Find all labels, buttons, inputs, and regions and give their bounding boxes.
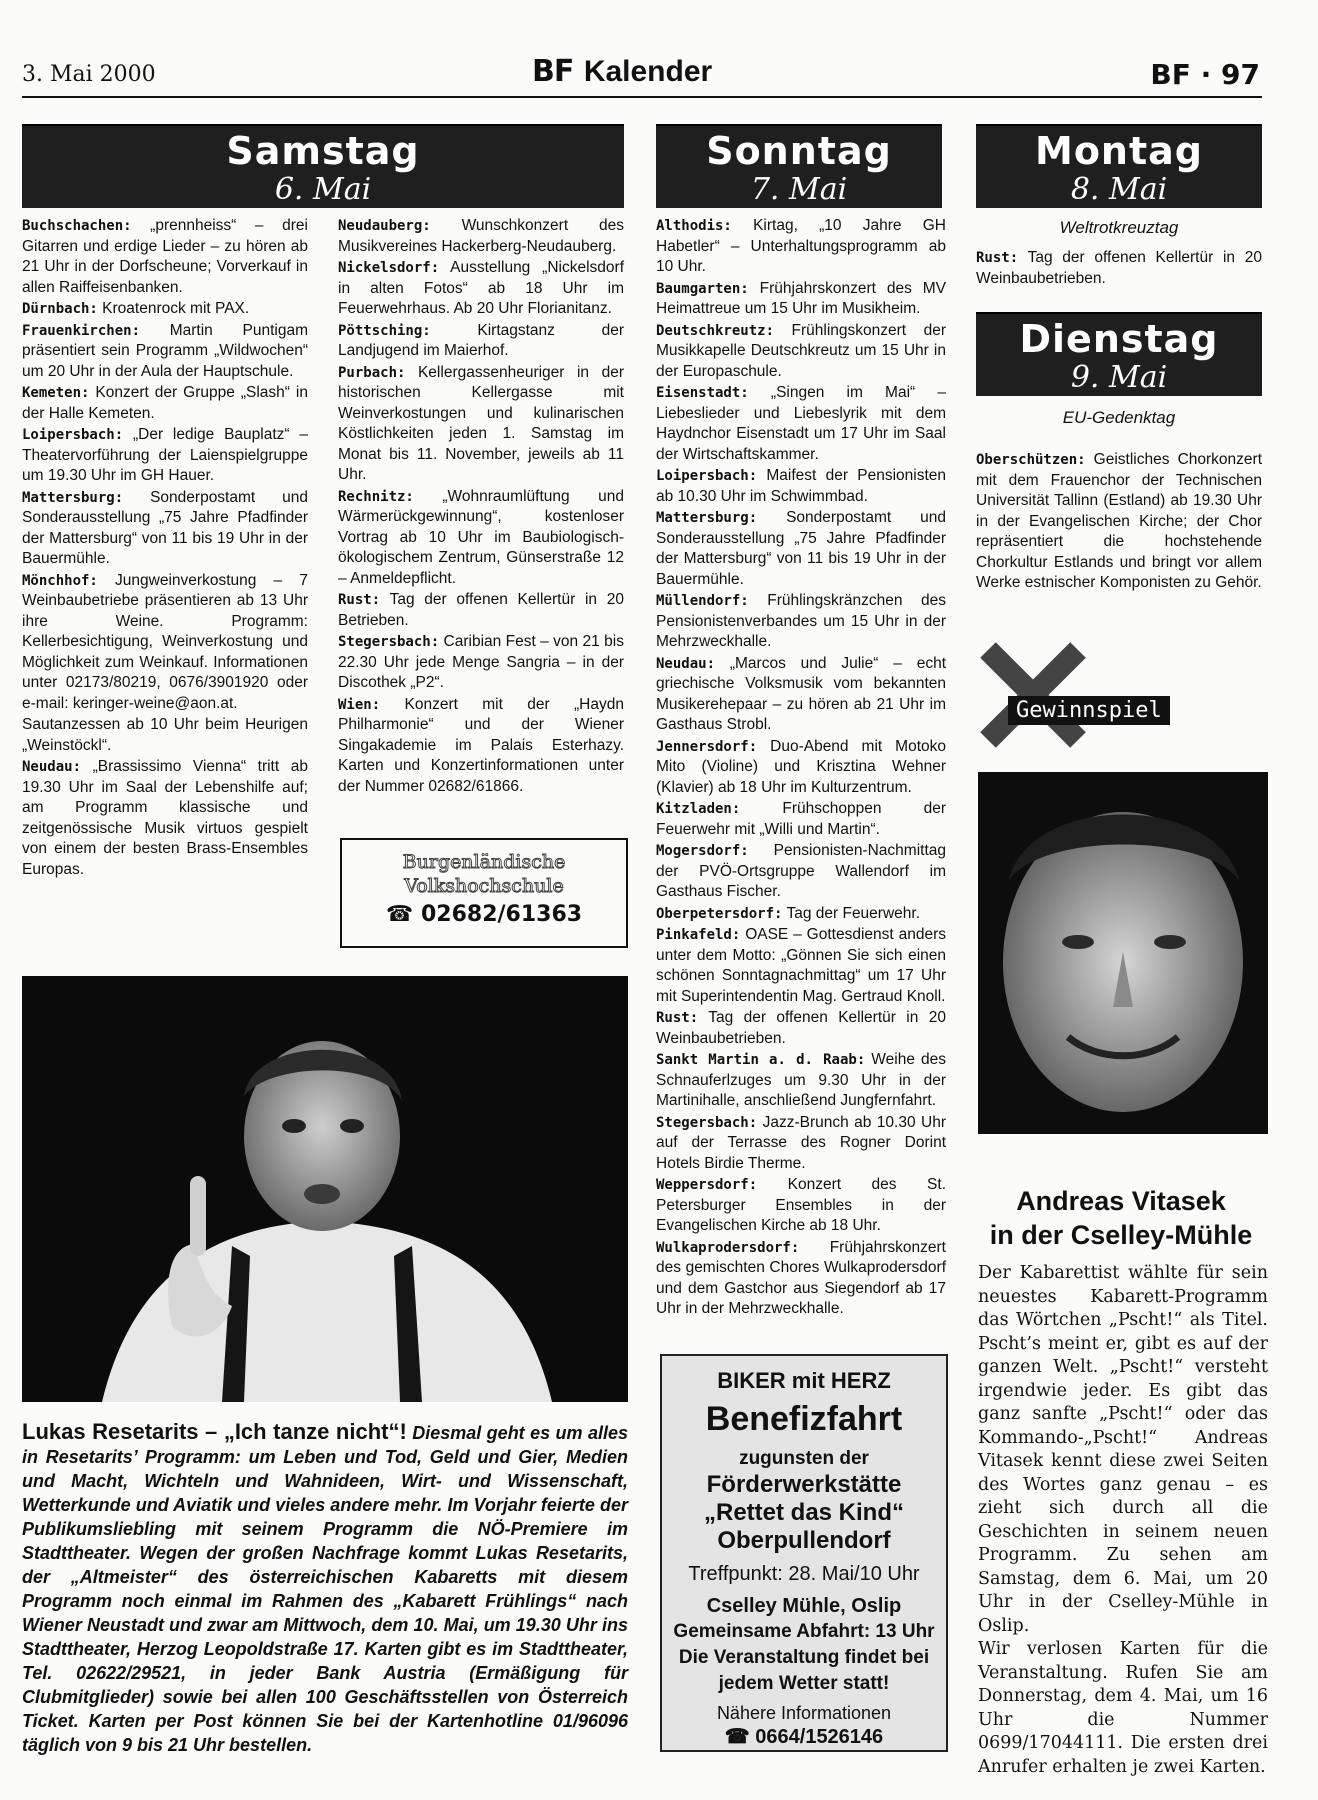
event-location: Pinkafeld: — [656, 927, 741, 943]
sonntag-header — [656, 124, 942, 208]
biker-line: zugunsten der — [739, 1448, 869, 1469]
event-text: Martin Puntigam präsentiert sein Programm „Wildwochen“ um 20 Uhr in der Aula der Hauptschule. — [22, 321, 308, 380]
event-location: Jennersdorf: — [656, 738, 758, 755]
event-entry — [22, 425, 308, 487]
event-text: Ausstellung „Nickelsdorf in alten Fotos“ ab 18 Uhr im Feuerwehrhaus. Ab 20 Uhr Florianitanz. — [338, 259, 624, 317]
event-text: Maifest der Pensionisten ab 10.30 Uhr im Schwimmbad. — [656, 467, 946, 505]
vitasek-title-line: in der Cselley-Mühle — [989, 1220, 1253, 1250]
event-entry — [338, 321, 624, 362]
person-photo-icon — [978, 772, 1268, 1134]
event-entry — [656, 1238, 946, 1320]
event-location: Oberpetersdorf: — [656, 905, 783, 922]
event-location: Nickelsdorf: — [338, 260, 440, 276]
event-location: Wien: — [338, 696, 381, 713]
event-text: Sautanzessen ab 10 Uhr beim Heurigen „Weinstöckl“. — [22, 716, 308, 754]
sonntag-column — [656, 216, 946, 1321]
person-photo-icon — [22, 976, 628, 1402]
event-entry — [22, 383, 308, 424]
masthead-brand: BF — [532, 54, 574, 89]
event-location: Loipersbach: — [656, 468, 758, 484]
event-entry — [656, 1113, 946, 1175]
event-location: Baumgarten: — [656, 280, 749, 297]
event-location: Mönchhof: — [22, 572, 98, 589]
event-location: Dürnbach: — [22, 301, 98, 317]
event-entry — [338, 632, 624, 694]
gewinnspiel-label: Gewinnspiel — [1008, 696, 1170, 725]
event-text: Jazz-Brunch ab 10.30 Uhr auf der Terrasse des Rogner Dorint Hotels Birdie Therme. — [656, 1113, 946, 1172]
event-entry — [656, 216, 946, 278]
event-entry — [656, 799, 946, 840]
cross-icon — [978, 640, 1088, 750]
biker-line: ☎ 0664/1526146 — [724, 1726, 884, 1748]
event-entry — [656, 466, 946, 507]
event-text: Konzert des St. Petersburger Ensembles in der Evangelischen Kirche ab 18 Uhr. — [656, 1176, 946, 1234]
event-location: Neudau: — [22, 759, 82, 775]
event-text: Kirtagstanz der Landjugend im Maierhof. — [338, 321, 624, 359]
event-entry — [976, 450, 1262, 594]
event-entry — [656, 654, 946, 736]
event-entry — [656, 321, 946, 383]
event-location: Loipersbach: — [22, 427, 124, 443]
resetarits-head: Lukas Resetarits – „Ich tanze nicht“! — [22, 1419, 407, 1444]
event-location: Rust: — [976, 250, 1019, 266]
samstag-column-1 — [22, 216, 308, 881]
event-entry — [22, 321, 308, 383]
event-text: „Marcos und Julie“ – echt griechische Volksmusik vom bekannten Musikerehepaar – zu hören ab 21 Uhr im Gasthaus Strobl. — [656, 654, 946, 733]
event-entry — [338, 216, 624, 257]
vitasek-paragraph: Der Kabarettist wählte für sein neuestes Kabarett-Programm das Wörtchen „Pscht!“ als Titel. Pscht’s meint er, gibt es auf der ganzen Welt. „Pscht!“ versteht irgendwie jeder. Es gibt das ganz sanfte „Pscht!“ oder das Kommando-„Pscht!“ Andreas Vitasek kennt diese zwei Seiten des Wortes ganz genau – es zieht sich durch all die Geschichten in seinem neuen Programm. Zu sehen am Samstag, dem 6. Mai, um 20 Uhr in der Cselley-Mühle in Oslip. — [978, 1263, 1268, 1636]
event-location: Frauenkirchen: — [22, 322, 141, 339]
vitasek-paragraph: Wir verlosen Karten für die Veranstaltung. Rufen Sie am Donnerstag, dem 4. Mai, um 16 Uhr die Nummer 0699/17044111. Die ersten drei Anrufer erhalten je zwei Karten. — [978, 1639, 1268, 1777]
vitasek-title-line: Andreas Vitasek — [1016, 1186, 1226, 1216]
biker-line: Benefizfahrt — [705, 1400, 903, 1438]
event-text: Wunschkonzert des Musikvereines Hackerberg-Neudauberg. — [338, 217, 624, 255]
event-entry — [338, 258, 624, 320]
samstag-header — [22, 124, 624, 208]
event-text: Kirtag, „10 Jahre GH Habetler“ – Unterhaltungsprogramm ab 10 Uhr. — [656, 217, 946, 275]
event-entry — [656, 279, 946, 320]
event-text: Tag der offenen Kellertür in 20 Betrieben. — [338, 591, 624, 629]
event-location: Neudauberg: — [338, 218, 431, 234]
event-location: Rust: — [656, 1010, 699, 1026]
event-text: Duo-Abend mit Motoko Mito (Violine) und Krisztina Wehner (Klavier) ab 18 Uhr im Kulturzentrum. — [656, 737, 946, 796]
event-entry — [656, 841, 946, 903]
vitasek-photo — [978, 772, 1268, 1134]
event-text: „Singen im Mai“ – Liebeslieder und Liebeslyrik mit dem Haydnchor Eisenstadt um 17 Uhr im Saal der Wirtschaftskammer. — [656, 384, 946, 463]
event-text: „prennheiss“ – drei Gitarren und erdige Lieder – zu hören ab 21 Uhr in der Dorfscheune; Vorverkauf in allen Raiffeisenbanken. — [22, 217, 308, 296]
event-text: Pensionisten-Nachmittag der PVÖ-Ortsgruppe Wallendorf im Gasthaus Fischer. — [656, 842, 946, 900]
gewinnspiel-logo — [978, 640, 1248, 750]
vhs-name-2: Volkshochschule — [404, 875, 564, 897]
montag-entries — [976, 248, 1262, 290]
day-name: Dienstag — [1019, 317, 1219, 361]
event-entry — [338, 590, 624, 631]
event-entry — [338, 487, 624, 590]
event-entry — [656, 1175, 946, 1237]
day-date: 8. Mai — [1070, 172, 1168, 207]
event-entry — [656, 904, 946, 925]
biker-line: Gemeinsame Abfahrt: 13 Uhr — [673, 1621, 935, 1642]
event-location: Mattersburg: — [22, 489, 124, 506]
event-text: Sonderpostamt und Sonderausstellung „75 Jahre Pfadfinder der Mattersburg“ von 11 bis 19 Uhr in der Bauermühle. — [656, 509, 946, 588]
event-location: Mogersdorf: — [656, 843, 749, 859]
event-entry — [656, 1008, 946, 1049]
day-date: 9. Mai — [1070, 360, 1168, 395]
event-entry — [22, 715, 308, 756]
event-text: Tag der Feuerwehr. — [782, 904, 921, 922]
event-text: Sonderpostamt und Sonderausstellung „75 Jahre Pfadfinder der Mattersburg“ von 11 bis 19 Uhr in der Bauermühle. — [22, 488, 308, 567]
biker-line: Die Veranstaltung findet bei — [678, 1647, 930, 1668]
biker-line: „Rettet das Kind“ — [703, 1499, 904, 1526]
event-entry — [338, 363, 624, 486]
vitasek-text — [978, 1262, 1268, 1779]
montag-subtitle: Weltrotkreuztag — [1059, 218, 1179, 237]
biker-line: Oberpullendorf — [717, 1527, 891, 1554]
masthead — [532, 54, 712, 89]
biker-line: Förderwerkstätte — [706, 1471, 902, 1498]
event-text: Frühjahrskonzert des MV Heimattreue um 15 Uhr im Musikheim. — [656, 279, 946, 317]
biker-ad — [660, 1354, 948, 1752]
event-entry — [338, 695, 624, 798]
event-entry — [22, 488, 308, 570]
event-text: „Der ledige Bauplatz“ – Theatervorführung der Laienspielgruppe um 19.30 Uhr im GH Hauer. — [22, 426, 308, 484]
event-text: Tag der offenen Kellertür in 20 Weinbaubetrieben. — [976, 249, 1262, 287]
masthead-section: Kalender — [583, 55, 713, 88]
dienstag-entries — [976, 450, 1262, 595]
vhs-name-1: Burgenländische — [402, 851, 566, 873]
event-location: Rust: — [338, 592, 381, 608]
event-text: Konzert mit der „Haydn Philharmonie“ und der Wiener Singakademie im Palais Esterhazy. Karten und Konzertinformationen unter der Nummer 02682/61866. — [338, 695, 624, 795]
event-location: Althodis: — [656, 218, 732, 234]
biker-line: jedem Wetter statt! — [718, 1673, 890, 1694]
montag-header — [976, 124, 1262, 208]
header-rule — [22, 96, 1262, 98]
event-entry — [656, 737, 946, 799]
event-location: Oberschützen: — [976, 452, 1086, 468]
event-location: Buchschachen: — [22, 218, 132, 234]
event-location: Stegersbach: — [656, 1114, 758, 1131]
event-location: Sankt Martin a. d. Raab: — [656, 1052, 866, 1068]
day-name: Sonntag — [706, 129, 892, 173]
resetarits-text: Diesmal geht es um alles in Resetarits’ Programm: um Leben und Tod, Geld und Gier, Medien und Macht, Wichteln und Wahnideen, Wirt- und Wissenschaft, Wetterkunde und Aviatik und vieles andere mehr. Im Vorjahr feierte der Publikumsliebling mit seinem Programm die NÖ-Premiere im Stadttheater. Wegen der großen Nachfrage kommt Lukas Resetarits, der „Altmeister“ des österreichischen Kabaretts mit diesem Programm noch einmal im Rahmen des „Kabarett Frühlings“ nach Wiener Neustadt und zwar am Mittwoch, dem 10. Mai, um 19.30 Uhr ins Stadttheater, Herzog Leopoldstraße 17. Karten gibt es im Stadttheater, Tel. 02622/29521, in jeder Bank Austria (Ermäßigung für Clubmitglieder) sowie bei allen 100 Geschäftsstellen von Österreich Ticket. Karten per Post können Sie bei der Kartenhotline 01/96096 täglich von 9 bis 21 Uhr bestellen. — [22, 1423, 629, 1755]
event-location: Wulkaprodersdorf: — [656, 1239, 800, 1256]
resetarits-photo — [22, 976, 628, 1402]
event-location: Deutschkreutz: — [656, 322, 775, 339]
event-text: Frühjahrskonzert des gemischten Chores Wulkaprodersdorf und dem Gastchor aus Siegendorf ab 17 Uhr in der Mehrzweckhalle. — [656, 1238, 946, 1317]
event-entry — [22, 571, 308, 715]
event-entry — [22, 757, 308, 880]
event-location: Rechnitz: — [338, 488, 414, 505]
event-text: Konzert der Gruppe „Slash“ in der Halle Kemeten. — [22, 384, 308, 422]
biker-line: Treffpunkt: 28. Mai/10 Uhr — [688, 1563, 920, 1585]
event-location: Neudau: — [656, 655, 716, 672]
event-entry — [22, 216, 308, 298]
biker-line: BIKER mit HERZ — [717, 1368, 891, 1393]
samstag-column-2 — [338, 216, 624, 798]
vhs-phone: ☎ 02682/61363 — [385, 902, 583, 927]
vitasek-title — [976, 1184, 1266, 1252]
day-date: 7. Mai — [750, 172, 848, 207]
event-location: Kemeten: — [22, 385, 90, 401]
event-text: Jungweinverkostung – 7 Weinbaubetriebe präsentieren ab 13 Uhr ihre Weine. Programm: Kellerbesichtigung, Weinverkostung und Möglichkeit zum Weinkauf. Informationen unter 02173/80219, 0676/3901920 oder e-mail: keringer-weine@aon.at. — [22, 571, 308, 712]
event-location: Eisenstadt: — [656, 385, 749, 401]
event-text: Tag der offenen Kellertür in 20 Weinbaubetrieben. — [656, 1009, 946, 1047]
day-name: Samstag — [226, 129, 420, 173]
event-text: Geistliches Chorkonzert mit dem Frauenchor der Technischen Universität Tallinn (Estland) ab 19.30 Uhr in der Evangelischen Kirche; der Chor repräsentiert die hochstehende Chorkultur Estlands und bringt vor allem Werke estnischer Komponisten zu Gehör. — [976, 451, 1262, 591]
event-entry — [22, 299, 308, 320]
event-text: Caribian Fest – von 21 bis 22.30 Uhr jede Menge Sangria – in der Discothek „P2“. — [338, 633, 624, 691]
dienstag-header — [976, 312, 1262, 396]
event-text: „Wohnraumlüftung und Wärmerückgewinnung“, kostenloser Vortrag ab 10 Uhr im Baubiologisch-ökologischem Zentrum, Günserstraße 12 – Anmeldepflicht. — [338, 487, 624, 587]
event-text: Kroatenrock mit PAX. — [97, 300, 250, 317]
event-text: Frühschoppen der Feuerwehr mit „Willi und Martin“. — [656, 800, 946, 838]
event-text: Frühlingskränzchen des Pensionistenverbandes um 15 Uhr in der Mehrzweckhalle. — [656, 592, 946, 650]
event-text: OASE – Gottesdienst anders unter dem Motto: „Gönnen Sie sich einen schönen Sonntagnachmittag“ um 17 Uhr mit Superintendentin Mag. Gertraud Knoll. — [656, 926, 946, 1005]
dienstag-subtitle: EU-Gedenktag — [1062, 408, 1176, 427]
page-number: BF · 97 — [1150, 58, 1260, 91]
event-location: Pöttsching: — [338, 322, 431, 339]
page-date: 3. Mai 2000 — [22, 62, 156, 87]
event-location: Müllendorf: — [656, 593, 749, 609]
event-entry — [656, 925, 946, 1007]
day-name: Montag — [1035, 129, 1203, 173]
biker-line: Nähere Informationen — [716, 1703, 892, 1723]
vhs-ad — [340, 838, 628, 948]
day-date: 6. Mai — [274, 172, 372, 207]
event-location: Mattersburg: — [656, 510, 758, 526]
event-location: Stegersbach: — [338, 634, 440, 650]
event-text: „Brassissimo Vienna“ tritt ab 19.30 Uhr im Saal der Lebenshilfe auf; am Programm klassische und zeitgenössische Musik virtuos gespielt von einem der besten Brass-Ensembles Europas. — [22, 758, 308, 878]
event-entry — [656, 383, 946, 465]
resetarits-caption — [22, 1420, 628, 1757]
event-location: Kitzladen: — [656, 801, 741, 817]
event-location: Purbach: — [338, 364, 406, 381]
event-entry — [976, 248, 1262, 289]
event-text: Frühlingskonzert der Musikkapelle Deutschkreutz um 15 Uhr in der Europaschule. — [656, 321, 946, 380]
biker-line: Cselley Mühle, Oslip — [706, 1595, 902, 1617]
event-location: Weppersdorf: — [656, 1177, 758, 1193]
event-entry — [656, 508, 946, 590]
event-entry — [656, 1050, 946, 1112]
event-text: Weihe des Schnauferlzuges um 9.30 Uhr in der Martinihalle, anschließend Jungfernfahrt. — [656, 1051, 946, 1109]
event-text: Kellergassenheuriger in der historischen Kellergasse mit Weinverkostungen und kulinarischen Köstlichkeiten jeden 1. Samstag im Monat bis 11. November, jeweils ab 11 Uhr. — [338, 363, 624, 483]
event-entry — [656, 591, 946, 653]
